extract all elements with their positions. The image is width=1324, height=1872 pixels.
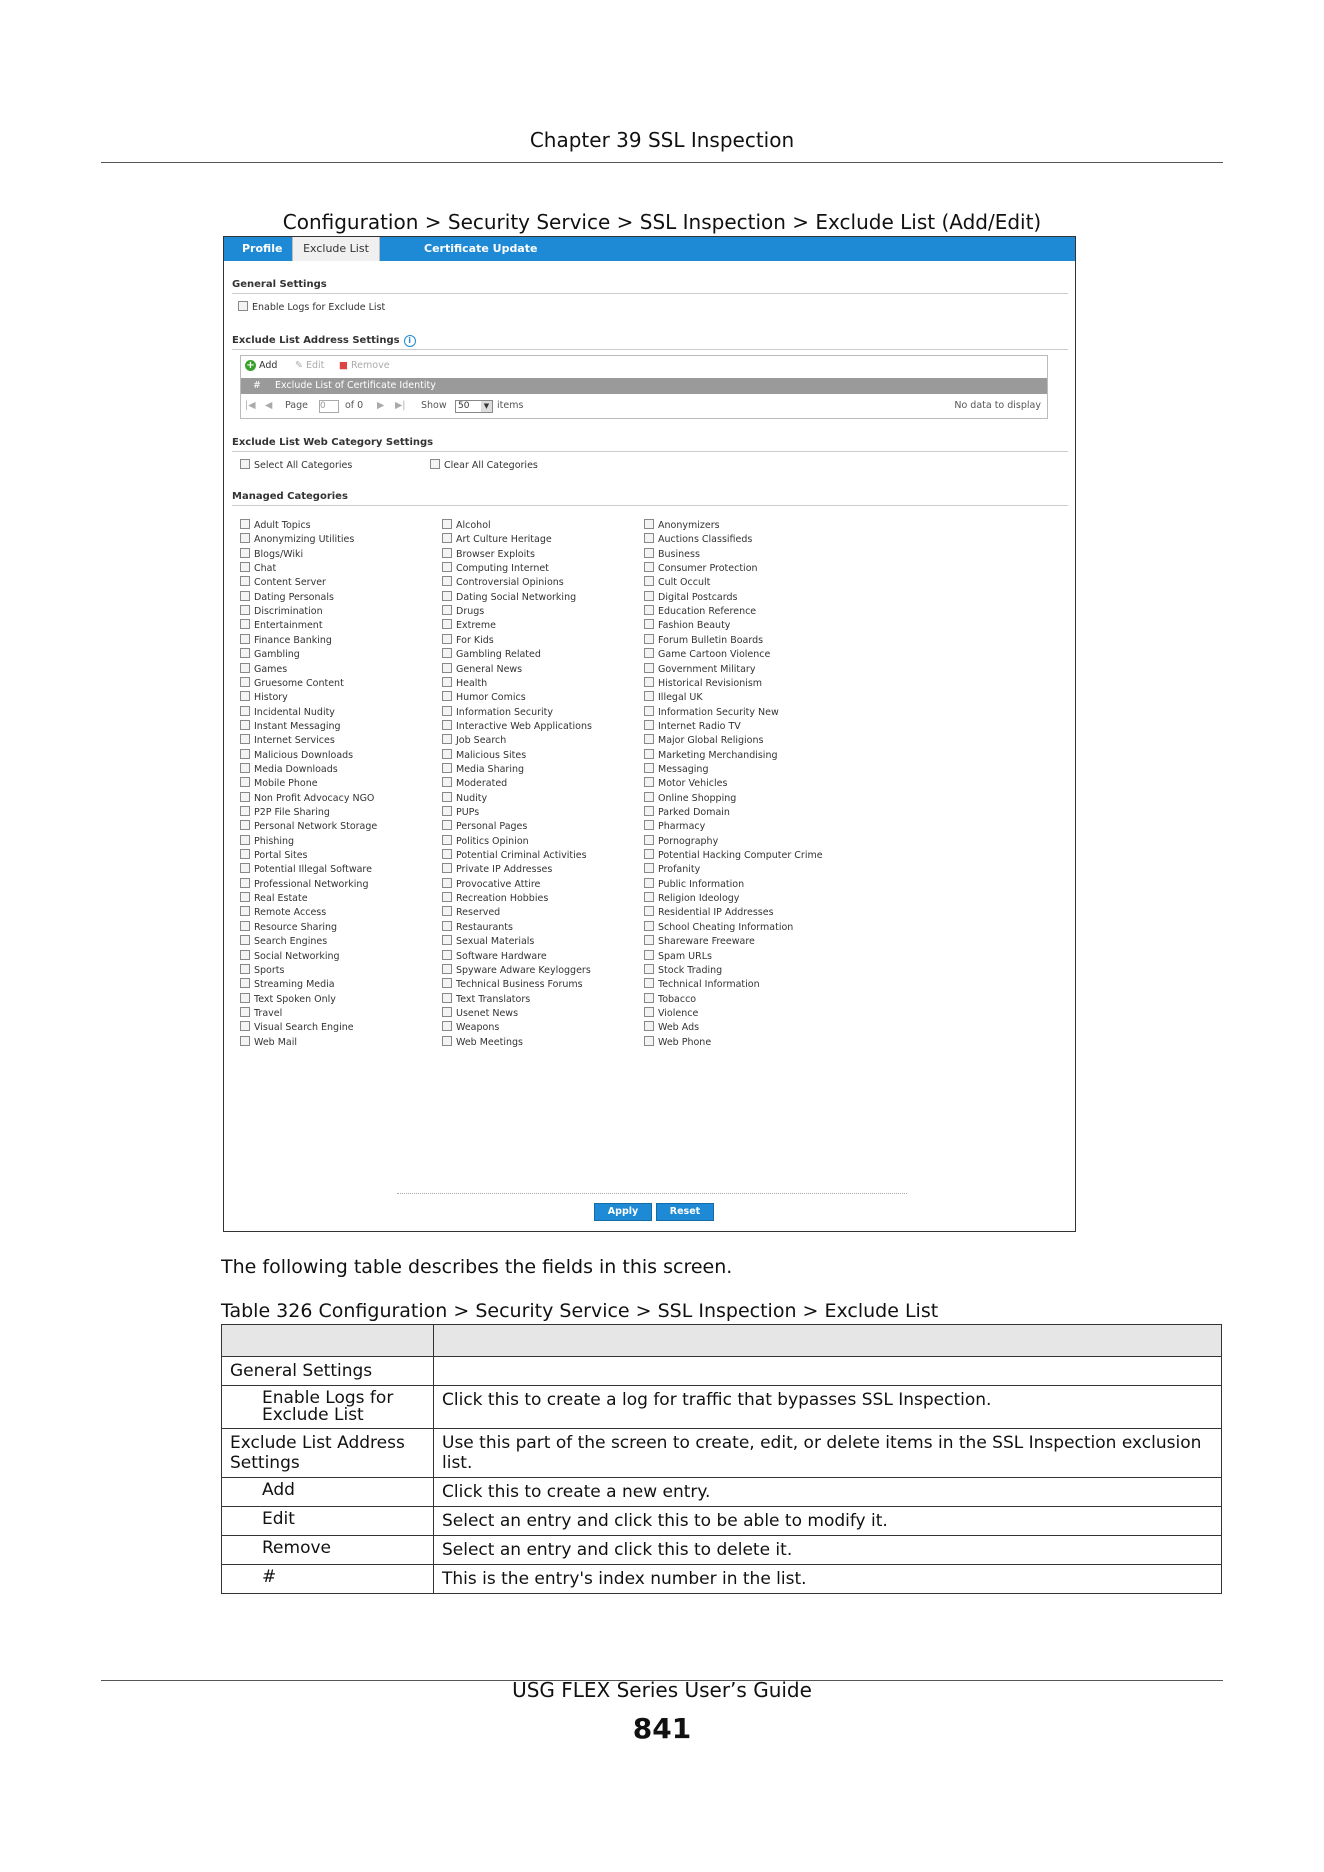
category-checkbox[interactable]: Instant Messaging: [240, 720, 341, 733]
category-checkbox[interactable]: Alcohol: [442, 519, 491, 532]
category-checkbox[interactable]: Consumer Protection: [644, 562, 758, 575]
next-page-icon[interactable]: ▶: [377, 400, 385, 411]
category-checkbox[interactable]: History: [240, 691, 288, 704]
category-checkbox[interactable]: Private IP Addresses: [442, 863, 552, 876]
category-checkbox[interactable]: Messaging: [644, 763, 708, 776]
category-checkbox[interactable]: Information Security New: [644, 706, 779, 719]
category-checkbox[interactable]: Web Ads: [644, 1021, 699, 1034]
category-checkbox[interactable]: Gruesome Content: [240, 677, 344, 690]
category-checkbox[interactable]: Public Information: [644, 878, 744, 891]
category-checkbox[interactable]: Sexual Materials: [442, 935, 534, 948]
category-checkbox[interactable]: Digital Postcards: [644, 591, 737, 604]
category-checkbox[interactable]: Media Downloads: [240, 763, 338, 776]
category-checkbox[interactable]: Forum Bulletin Boards: [644, 634, 763, 647]
page-input[interactable]: 0: [319, 400, 339, 413]
category-checkbox[interactable]: Social Networking: [240, 950, 340, 963]
category-checkbox[interactable]: Adult Topics: [240, 519, 311, 532]
section-divider: [232, 451, 1068, 452]
col-hash: #: [253, 380, 261, 391]
category-checkbox[interactable]: Provocative Attire: [442, 878, 540, 891]
category-checkbox[interactable]: Visual Search Engine: [240, 1021, 354, 1034]
field-label: General Settings: [222, 1357, 434, 1386]
category-checkbox[interactable]: Drugs: [442, 605, 484, 618]
category-checkbox[interactable]: Resource Sharing: [240, 921, 337, 934]
category-checkbox[interactable]: Malicious Downloads: [240, 749, 353, 762]
address-settings-label: Exclude List Address Settings: [232, 335, 400, 346]
edit-icon: ✎: [295, 360, 306, 371]
field-label: Exclude List Address Settings: [222, 1429, 434, 1478]
guide-title: USG FLEX Series User’s Guide: [512, 1678, 812, 1702]
field-label: Enable Logs for Exclude List: [222, 1386, 434, 1429]
category-checkbox[interactable]: Non Profit Advocacy NGO: [240, 792, 374, 805]
category-checkbox[interactable]: Government Military: [644, 663, 755, 676]
category-checkbox[interactable]: Violence: [644, 1007, 698, 1020]
category-checkbox[interactable]: Historical Revisionism: [644, 677, 762, 690]
category-checkbox[interactable]: Interactive Web Applications: [442, 720, 592, 733]
category-checkbox[interactable]: Religion Ideology: [644, 892, 739, 905]
category-checkbox[interactable]: Residential IP Addresses: [644, 906, 774, 919]
category-checkbox[interactable]: Web Phone: [644, 1036, 711, 1049]
exclude-address-grid: [240, 355, 1048, 419]
screenshot-panel: [223, 236, 1076, 1232]
table-row: [222, 1478, 1222, 1507]
category-checkbox[interactable]: Malicious Sites: [442, 749, 526, 762]
category-checkbox[interactable]: Potential Hacking Computer Crime: [644, 849, 823, 862]
category-checkbox[interactable]: Tobacco: [644, 993, 696, 1006]
category-checkbox[interactable]: Nudity: [442, 792, 487, 805]
category-checkbox[interactable]: Auctions Classifieds: [644, 533, 752, 546]
category-checkbox[interactable]: Dating Social Networking: [442, 591, 576, 604]
category-checkbox[interactable]: Pornography: [644, 835, 718, 848]
category-checkbox[interactable]: Extreme: [442, 619, 496, 632]
tab-profile[interactable]: Profile: [242, 242, 283, 255]
chevron-down-icon: ▼: [481, 401, 492, 412]
category-checkbox[interactable]: Major Global Religions: [644, 734, 763, 747]
category-checkbox[interactable]: Text Translators: [442, 993, 530, 1006]
table-row: [222, 1357, 1222, 1386]
trash-icon: ■: [339, 360, 351, 371]
category-checkbox[interactable]: Game Cartoon Violence: [644, 648, 770, 661]
first-page-icon[interactable]: |◀: [245, 400, 256, 411]
category-checkbox[interactable]: Marketing Merchandising: [644, 749, 778, 762]
category-checkbox[interactable]: Portal Sites: [240, 849, 308, 862]
category-checkbox[interactable]: Remote Access: [240, 906, 326, 919]
table-row: [222, 1507, 1222, 1536]
remove-button[interactable]: [339, 360, 390, 371]
category-checkbox[interactable]: Sports: [240, 964, 284, 977]
category-checkbox[interactable]: Profanity: [644, 863, 700, 876]
category-checkbox[interactable]: For Kids: [442, 634, 494, 647]
category-checkbox[interactable]: Health: [442, 677, 487, 690]
category-checkbox[interactable]: Motor Vehicles: [644, 777, 727, 790]
header-cell-label: [222, 1325, 434, 1357]
category-checkbox[interactable]: P2P File Sharing: [240, 806, 330, 819]
category-checkbox[interactable]: Recreation Hobbies: [442, 892, 548, 905]
category-checkbox[interactable]: Moderated: [442, 777, 507, 790]
category-checkbox[interactable]: Cult Occult: [644, 576, 710, 589]
category-checkbox[interactable]: Internet Radio TV: [644, 720, 741, 733]
items-label: items: [497, 400, 524, 411]
category-checkbox[interactable]: Fashion Beauty: [644, 619, 730, 632]
description-table: [221, 1324, 1222, 1594]
show-select[interactable]: [455, 400, 493, 413]
category-checkbox[interactable]: Business: [644, 548, 700, 561]
field-label: Add: [222, 1478, 434, 1507]
show-select-value: 50: [458, 401, 470, 411]
category-checkbox[interactable]: Potential Illegal Software: [240, 863, 372, 876]
of-pages-label: of 0: [345, 400, 364, 411]
table-row: [222, 1536, 1222, 1565]
page-label: Page: [285, 400, 308, 411]
button-divider: [397, 1193, 907, 1194]
table-row: [222, 1565, 1222, 1594]
reset-button[interactable]: Reset: [656, 1203, 714, 1221]
web-category-title: Exclude List Web Category Settings: [232, 437, 434, 448]
grid-pager: [241, 398, 1047, 414]
category-checkbox[interactable]: Media Sharing: [442, 763, 524, 776]
category-checkbox[interactable]: Parked Domain: [644, 806, 730, 819]
field-description: Select an entry and click this to delete it.: [434, 1536, 1222, 1565]
field-description: Select an entry and click this to be able to modify it.: [434, 1507, 1222, 1536]
field-description: Use this part of the screen to create, edit, or delete items in the SSL Inspection exclusion list.: [434, 1429, 1222, 1478]
category-checkbox[interactable]: Humor Comics: [442, 691, 526, 704]
category-checkbox[interactable]: Stock Trading: [644, 964, 722, 977]
info-icon[interactable]: i: [404, 335, 416, 347]
managed-categories-title: Managed Categories: [232, 491, 348, 502]
apply-button[interactable]: Apply: [594, 1203, 652, 1221]
category-checkbox[interactable]: Games: [240, 663, 287, 676]
table-row: [222, 1386, 1222, 1429]
category-checkbox[interactable]: Personal Pages: [442, 820, 527, 833]
field-description: This is the entry's index number in the list.: [434, 1565, 1222, 1594]
category-checkbox[interactable]: Politics Opinion: [442, 835, 529, 848]
category-checkbox[interactable]: Web Meetings: [442, 1036, 523, 1049]
category-checkbox[interactable]: Software Hardware: [442, 950, 547, 963]
category-checkbox[interactable]: Online Shopping: [644, 792, 736, 805]
header-rule: [101, 162, 1223, 163]
table-row: [222, 1429, 1222, 1478]
category-checkbox[interactable]: Web Mail: [240, 1036, 297, 1049]
category-checkbox[interactable]: Technical Information: [644, 978, 760, 991]
general-settings-title: General Settings: [232, 279, 327, 290]
show-label: Show: [421, 400, 447, 411]
category-checkbox[interactable]: Text Spoken Only: [240, 993, 336, 1006]
field-label: #: [222, 1565, 434, 1594]
chapter-header: Chapter 39 SSL Inspection: [529, 128, 795, 152]
category-checkbox[interactable]: Weapons: [442, 1021, 499, 1034]
category-checkbox[interactable]: Blogs/Wiki: [240, 548, 303, 561]
field-description: [434, 1357, 1222, 1386]
category-checkbox[interactable]: Potential Criminal Activities: [442, 849, 587, 862]
no-data-label: No data to display: [954, 400, 1041, 411]
category-checkbox[interactable]: Professional Networking: [240, 878, 368, 891]
col-certificate-identity[interactable]: Exclude List of Certificate Identity: [275, 380, 436, 391]
address-settings-title: [232, 335, 416, 347]
category-checkbox[interactable]: Phishing: [240, 835, 294, 848]
category-checkbox[interactable]: Incidental Nudity: [240, 706, 335, 719]
category-checkbox[interactable]: Real Estate: [240, 892, 308, 905]
table-header-row: [222, 1325, 1222, 1357]
select-all-categories-checkbox[interactable]: Select All Categories: [240, 459, 352, 472]
category-checkbox[interactable]: Illegal UK: [644, 691, 703, 704]
section-divider: [232, 349, 1068, 350]
tab-certificate-update[interactable]: Certificate Update: [424, 242, 538, 255]
category-checkbox[interactable]: Mobile Phone: [240, 777, 318, 790]
category-checkbox[interactable]: Content Server: [240, 576, 326, 589]
header-cell-description: [434, 1325, 1222, 1357]
category-checkbox[interactable]: Spam URLs: [644, 950, 712, 963]
category-checkbox[interactable]: Gambling: [240, 648, 300, 661]
intro-paragraph: The following table describes the fields in this screen.: [221, 1256, 733, 1278]
category-checkbox[interactable]: Pharmacy: [644, 820, 705, 833]
enable-logs-checkbox[interactable]: Enable Logs for Exclude List: [238, 301, 385, 314]
field-label: Remove: [222, 1536, 434, 1565]
table-caption: Table 326 Configuration > Security Service > SSL Inspection > Exclude List: [221, 1300, 939, 1322]
last-page-icon[interactable]: ▶|: [395, 400, 406, 411]
category-checkbox[interactable]: Education Reference: [644, 605, 756, 618]
add-icon: +: [246, 360, 255, 371]
category-checkbox[interactable]: Anonymizing Utilities: [240, 533, 354, 546]
remove-label: Remove: [351, 360, 390, 371]
category-checkbox[interactable]: Gambling Related: [442, 648, 541, 661]
category-checkbox[interactable]: Art Culture Heritage: [442, 533, 552, 546]
edit-button[interactable]: [295, 360, 324, 371]
field-label: Edit: [222, 1507, 434, 1536]
add-button[interactable]: [245, 360, 277, 371]
category-checkbox[interactable]: Internet Services: [240, 734, 335, 747]
prev-page-icon[interactable]: ◀: [265, 400, 273, 411]
category-checkbox[interactable]: Restaurants: [442, 921, 513, 934]
category-checkbox[interactable]: Discrimination: [240, 605, 323, 618]
category-checkbox[interactable]: Browser Exploits: [442, 548, 535, 561]
category-checkbox[interactable]: Dating Personals: [240, 591, 334, 604]
tab-bar: [224, 237, 1075, 261]
category-checkbox[interactable]: School Cheating Information: [644, 921, 793, 934]
category-checkbox[interactable]: Job Search: [442, 734, 506, 747]
category-checkbox[interactable]: Chat: [240, 562, 276, 575]
field-description: Click this to create a new entry.: [434, 1478, 1222, 1507]
category-checkbox[interactable]: General News: [442, 663, 522, 676]
category-checkbox[interactable]: Usenet News: [442, 1007, 518, 1020]
page-number: 841: [632, 1712, 692, 1745]
category-checkbox[interactable]: Spyware Adware Keyloggers: [442, 964, 591, 977]
edit-label: Edit: [305, 360, 325, 371]
field-description: Click this to create a log for traffic that bypasses SSL Inspection.: [434, 1386, 1222, 1429]
category-checkbox[interactable]: Information Security: [442, 706, 553, 719]
tab-exclude-list[interactable]: Exclude List: [292, 237, 380, 261]
category-checkbox[interactable]: Technical Business Forums: [442, 978, 583, 991]
category-checkbox[interactable]: Shareware Freeware: [644, 935, 755, 948]
category-checkbox[interactable]: Computing Internet: [442, 562, 549, 575]
section-divider: [232, 505, 1068, 506]
category-checkbox[interactable]: Streaming Media: [240, 978, 335, 991]
grid-header-row: [241, 378, 1047, 394]
category-checkbox[interactable]: Anonymizers: [644, 519, 720, 532]
category-checkbox[interactable]: Controversial Opinions: [442, 576, 564, 589]
category-checkbox[interactable]: Personal Network Storage: [240, 820, 377, 833]
category-checkbox[interactable]: Travel: [240, 1007, 282, 1020]
figure-caption: Configuration > Security Service > SSL Inspection > Exclude List (Add/Edit): [282, 210, 1042, 234]
section-divider: [232, 293, 1068, 294]
clear-all-categories-checkbox[interactable]: Clear All Categories: [430, 459, 538, 472]
category-checkbox[interactable]: Search Engines: [240, 935, 327, 948]
category-checkbox[interactable]: Reserved: [442, 906, 500, 919]
add-label: Add: [259, 360, 278, 371]
category-checkbox[interactable]: PUPs: [442, 806, 479, 819]
category-checkbox[interactable]: Finance Banking: [240, 634, 332, 647]
category-checkbox[interactable]: Entertainment: [240, 619, 323, 632]
